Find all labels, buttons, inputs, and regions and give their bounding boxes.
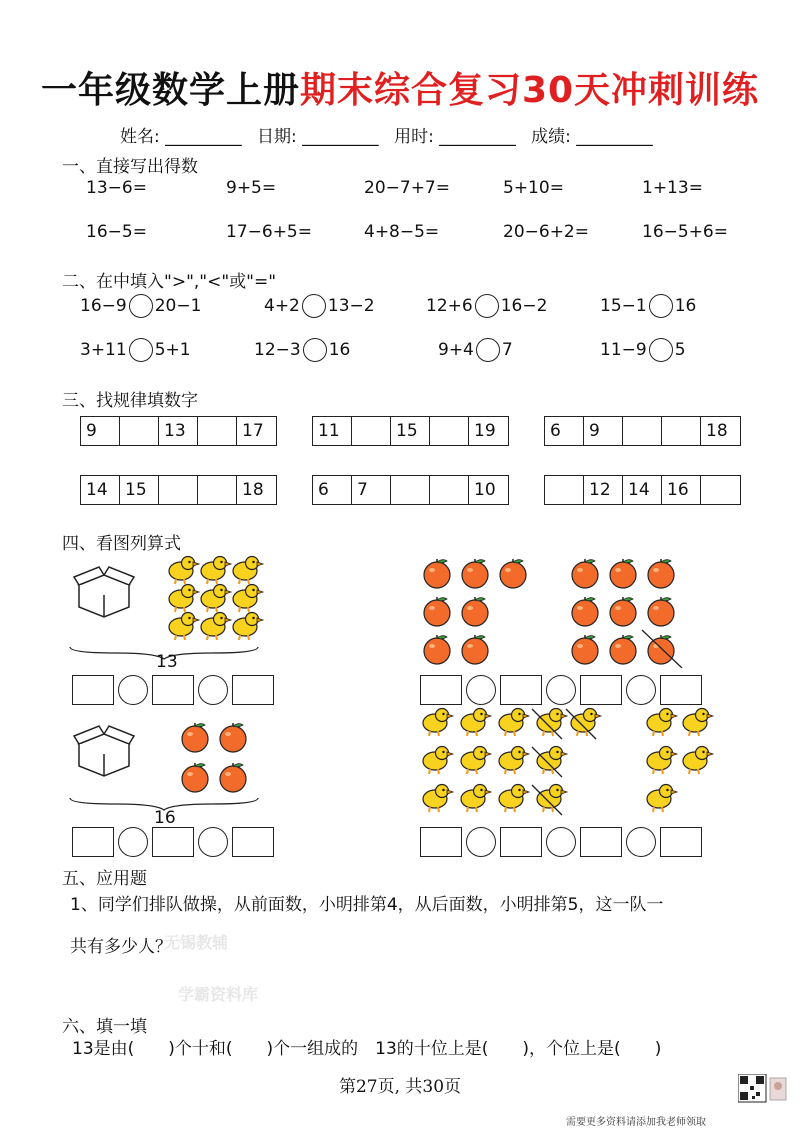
s1-item: 13−6= <box>86 178 147 198</box>
qr-code-icon <box>738 1074 788 1112</box>
picture-box-oranges <box>66 718 286 830</box>
fill-in-line: 13是由( )个十和( )个一组成的 13的十位上是( )，个位上是( ) <box>72 1039 662 1059</box>
seq-cell[interactable] <box>198 417 237 445</box>
answer-box[interactable] <box>420 827 462 857</box>
operator-circle[interactable] <box>466 827 496 857</box>
duck-icon <box>537 747 567 775</box>
s1-item: 17−6+5= <box>226 222 312 242</box>
title-red: 期末综合复习30天冲刺训练 <box>299 70 760 111</box>
operator-circle[interactable] <box>466 675 496 705</box>
answer-box[interactable] <box>580 827 622 857</box>
operator-circle[interactable] <box>118 827 148 857</box>
compare-item: 16−9 20−1 <box>80 296 202 316</box>
seq-cell[interactable]: 6 <box>313 476 352 504</box>
seq-cell[interactable]: 14 <box>623 476 662 504</box>
orange-icon <box>610 559 636 588</box>
operator-circle[interactable] <box>198 827 228 857</box>
sequence-row <box>80 416 277 446</box>
operator-circle[interactable] <box>546 827 576 857</box>
answer-box[interactable] <box>580 675 622 705</box>
box-icon <box>74 567 134 617</box>
s1-item: 1+13= <box>642 178 703 198</box>
equation-row <box>72 827 274 857</box>
compare-item: 12+6 16−2 <box>426 296 548 316</box>
seq-cell[interactable]: 12 <box>584 476 623 504</box>
orange-icon <box>462 559 488 588</box>
duck-icon <box>423 785 453 813</box>
compare-circle[interactable] <box>475 294 499 318</box>
answer-box[interactable] <box>152 675 194 705</box>
orange-icon <box>572 597 598 626</box>
seq-cell[interactable] <box>662 417 701 445</box>
answer-box[interactable] <box>500 675 542 705</box>
compare-item: 4+2 13−2 <box>264 296 375 316</box>
watermark: 学霸资料库 <box>178 985 259 1004</box>
duck-icon <box>233 585 263 613</box>
orange-icon <box>610 635 636 664</box>
orange-icon <box>572 559 598 588</box>
duck-icon <box>201 557 231 585</box>
sequence-row <box>312 475 509 505</box>
orange-icon <box>500 559 526 588</box>
title-black: 一年级数学上册 <box>40 70 300 111</box>
orange-icon <box>220 763 246 792</box>
duck-icon <box>169 613 199 641</box>
date-field[interactable]: 日期: _________ <box>257 127 379 147</box>
duck-icon <box>647 709 677 737</box>
answer-box[interactable] <box>232 675 274 705</box>
duck-icon <box>233 613 263 641</box>
duck-icon <box>647 785 677 813</box>
compare-circle[interactable] <box>303 338 327 362</box>
equation-row <box>72 675 274 705</box>
duck-icon <box>169 585 199 613</box>
compare-item: 12−3 16 <box>254 340 351 360</box>
picture-oranges <box>420 556 690 668</box>
sequence-row <box>312 416 509 446</box>
duck-icon <box>461 709 491 737</box>
operator-circle[interactable] <box>118 675 148 705</box>
name-field[interactable]: 姓名: _________ <box>120 127 242 147</box>
footer-note: 需要更多资料请添加我老师领取 <box>566 1117 706 1128</box>
page-title <box>0 62 800 113</box>
page-number: 第27页, 共30页 <box>338 1077 462 1097</box>
seq-cell[interactable]: 18 <box>706 421 728 441</box>
duck-icon <box>499 747 529 775</box>
seq-cell[interactable] <box>545 476 584 504</box>
orange-icon <box>182 763 208 792</box>
sequence-row <box>544 475 741 505</box>
operator-circle[interactable] <box>198 675 228 705</box>
answer-box[interactable] <box>232 827 274 857</box>
sequence-row <box>544 416 741 446</box>
seq-cell[interactable] <box>391 476 430 504</box>
duck-icon <box>461 785 491 813</box>
section-4-title: 四、看图列算式 <box>62 534 181 554</box>
duck-icon <box>537 709 567 737</box>
compare-circle[interactable] <box>129 294 153 318</box>
seq-cell[interactable]: 15 <box>391 417 430 445</box>
equation-row <box>420 827 702 857</box>
answer-box[interactable] <box>72 827 114 857</box>
duck-icon <box>201 585 231 613</box>
s1-item: 16−5= <box>86 222 147 242</box>
duck-icon <box>499 785 529 813</box>
duck-icon <box>461 747 491 775</box>
duck-icon <box>423 709 453 737</box>
seq-cell[interactable]: 7 <box>352 476 391 504</box>
section-6-title: 六、填一填 <box>62 1017 147 1037</box>
orange-icon <box>220 723 246 752</box>
s1-item: 9+5= <box>226 178 277 198</box>
orange-icon <box>572 635 598 664</box>
orange-icon <box>610 597 636 626</box>
seq-cell[interactable]: 6 <box>545 417 584 445</box>
compare-circle[interactable] <box>649 338 673 362</box>
seq-cell[interactable]: 19 <box>474 421 496 441</box>
duck-icon <box>499 709 529 737</box>
answer-box[interactable] <box>660 827 702 857</box>
s1-item: 20−7+7= <box>364 178 450 198</box>
picture-ducks <box>418 707 718 823</box>
seq-cell[interactable] <box>623 417 662 445</box>
operator-circle[interactable] <box>626 675 656 705</box>
section-1-title: 一、直接写出得数 <box>62 157 198 177</box>
duck-icon <box>571 709 601 737</box>
seq-cell[interactable]: 17 <box>242 421 264 441</box>
sequence-row <box>80 475 277 505</box>
time-field[interactable]: 用时: _________ <box>394 127 516 147</box>
seq-cell[interactable] <box>198 476 237 504</box>
answer-box[interactable] <box>500 827 542 857</box>
section-3-title: 三、找规律填数字 <box>62 391 198 411</box>
answer-box[interactable] <box>660 675 702 705</box>
s1-item: 16−5+6= <box>642 222 728 242</box>
seq-cell[interactable] <box>430 417 469 445</box>
duck-icon <box>423 747 453 775</box>
orange-icon <box>424 559 450 588</box>
seq-cell[interactable]: 10 <box>474 480 496 500</box>
compare-circle[interactable] <box>476 338 500 362</box>
duck-icon <box>537 785 567 813</box>
duck-icon <box>647 747 677 775</box>
orange-icon <box>648 559 674 588</box>
seq-cell[interactable]: 13 <box>159 417 198 445</box>
operator-circle[interactable] <box>546 675 576 705</box>
seq-cell[interactable]: 11 <box>313 417 352 445</box>
section-5-title: 五、应用题 <box>62 869 147 889</box>
duck-icon <box>683 747 713 775</box>
compare-item: 3+11 5+1 <box>80 340 191 360</box>
answer-box[interactable] <box>72 675 114 705</box>
compare-circle[interactable] <box>129 338 153 362</box>
s1-item: 20−6+2= <box>503 222 589 242</box>
seq-cell[interactable]: 16 <box>662 476 701 504</box>
s1-item: 5+10= <box>503 178 564 198</box>
orange-icon <box>648 597 674 626</box>
seq-cell[interactable] <box>120 417 159 445</box>
duck-icon <box>233 557 263 585</box>
orange-icon <box>424 597 450 626</box>
seq-cell[interactable]: 9 <box>81 417 120 445</box>
operator-circle[interactable] <box>626 827 656 857</box>
section-2-title: 二、在中填入">","<"或"=" <box>62 272 277 292</box>
orange-icon <box>462 597 488 626</box>
compare-item: 11−9 5 <box>600 340 686 360</box>
duck-icon <box>169 557 199 585</box>
compare-circle[interactable] <box>649 294 673 318</box>
seq-cell[interactable]: 15 <box>120 476 159 504</box>
duck-icon <box>201 613 231 641</box>
compare-circle[interactable] <box>302 294 326 318</box>
orange-icon <box>462 635 488 664</box>
info-line <box>120 122 663 147</box>
box-icon <box>74 726 134 776</box>
seq-cell[interactable]: 9 <box>584 417 623 445</box>
total-label: 13 <box>156 652 178 672</box>
answer-box[interactable] <box>420 675 462 705</box>
seq-cell[interactable] <box>430 476 469 504</box>
seq-cell[interactable] <box>701 476 740 504</box>
compare-item: 9+4 7 <box>438 340 513 360</box>
orange-icon <box>182 723 208 752</box>
total-label: 16 <box>154 808 176 828</box>
answer-box[interactable] <box>152 827 194 857</box>
word-problem-line: 共有多少人？ <box>70 937 172 957</box>
word-problem-line: 1、同学们排队做操，从前面数，小明排第4，从后面数，小明排第5，这一队一 <box>70 895 664 915</box>
compare-item: 15−1 16 <box>600 296 697 316</box>
s1-item: 4+8−5= <box>364 222 440 242</box>
duck-icon <box>683 709 713 737</box>
score-field[interactable]: 成绩: _________ <box>531 127 653 147</box>
watermark: 无锡教辅 <box>164 933 229 952</box>
orange-icon <box>424 635 450 664</box>
seq-cell[interactable]: 18 <box>242 480 264 500</box>
equation-row <box>420 675 702 705</box>
seq-cell[interactable]: 14 <box>81 476 120 504</box>
seq-cell[interactable] <box>159 476 198 504</box>
seq-cell[interactable] <box>352 417 391 445</box>
